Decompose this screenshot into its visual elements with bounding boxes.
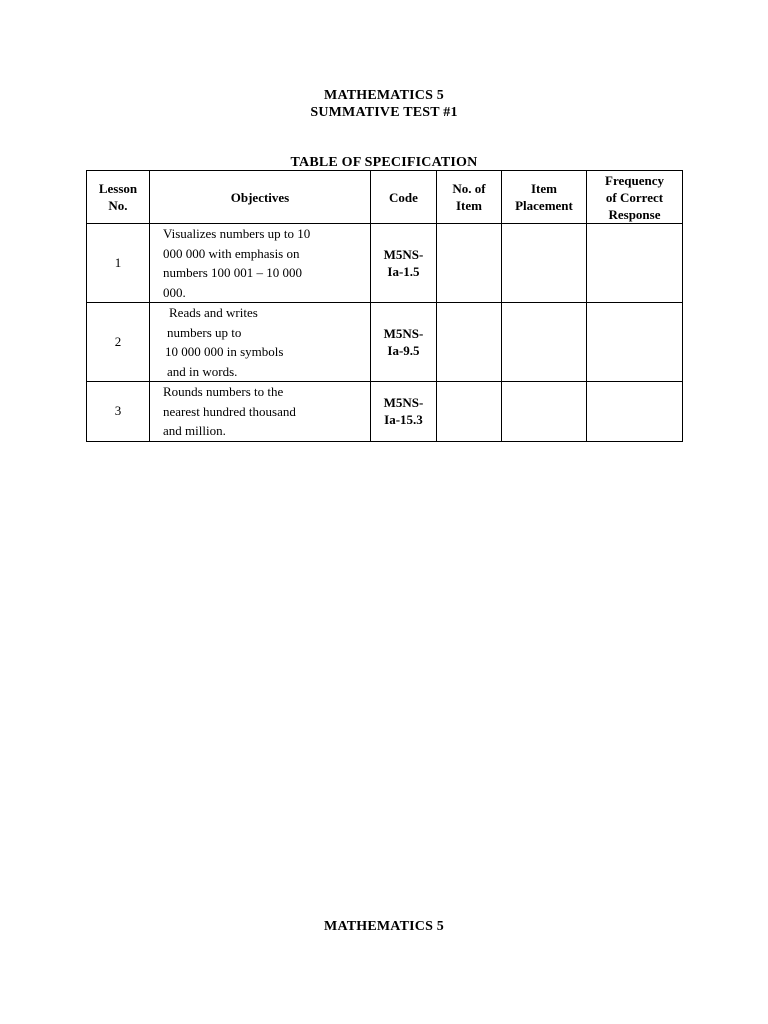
code-cell: M5NS- Ia-9.5 — [371, 303, 437, 382]
no-of-item-cell — [437, 382, 502, 442]
header-objectives: Objectives — [150, 171, 371, 224]
frequency-cell — [587, 224, 683, 303]
header-frequency: Frequency of Correct Response — [587, 171, 683, 224]
lesson-number: 2 — [87, 303, 150, 382]
document-subtitle: SUMMATIVE TEST #1 — [310, 105, 458, 120]
item-placement-cell — [502, 382, 587, 442]
table-header-row — [87, 171, 683, 224]
objective-cell: Visualizes numbers up to 10 000 000 with emphasis on numbers 100 001 – 10 000 000. — [150, 224, 371, 303]
lesson-number: 1 — [87, 224, 150, 303]
frequency-cell — [587, 382, 683, 442]
table-row — [87, 382, 683, 442]
specification-table — [86, 170, 683, 442]
header-item-placement: Item Placement — [502, 171, 587, 224]
header-no-of-item: No. of Item — [437, 171, 502, 224]
lesson-number: 3 — [87, 382, 150, 442]
table-title: TABLE OF SPECIFICATION — [290, 155, 478, 170]
objective-cell: Rounds numbers to the nearest hundred thousand and million. — [150, 382, 371, 442]
footer-title: MATHEMATICS 5 — [324, 919, 444, 934]
header-code: Code — [371, 171, 437, 224]
table-row — [87, 224, 683, 303]
frequency-cell — [587, 303, 683, 382]
document-title: MATHEMATICS 5 — [324, 88, 444, 103]
table-row — [87, 303, 683, 382]
no-of-item-cell — [437, 224, 502, 303]
no-of-item-cell — [437, 303, 502, 382]
item-placement-cell — [502, 303, 587, 382]
item-placement-cell — [502, 224, 587, 303]
code-cell: M5NS- Ia-1.5 — [371, 224, 437, 303]
objective-cell: Reads and writes numbers up to 10 000 000 in symbols and in words. — [150, 303, 371, 382]
header-lesson-no: Lesson No. — [87, 171, 150, 224]
code-cell: M5NS- Ia-15.3 — [371, 382, 437, 442]
